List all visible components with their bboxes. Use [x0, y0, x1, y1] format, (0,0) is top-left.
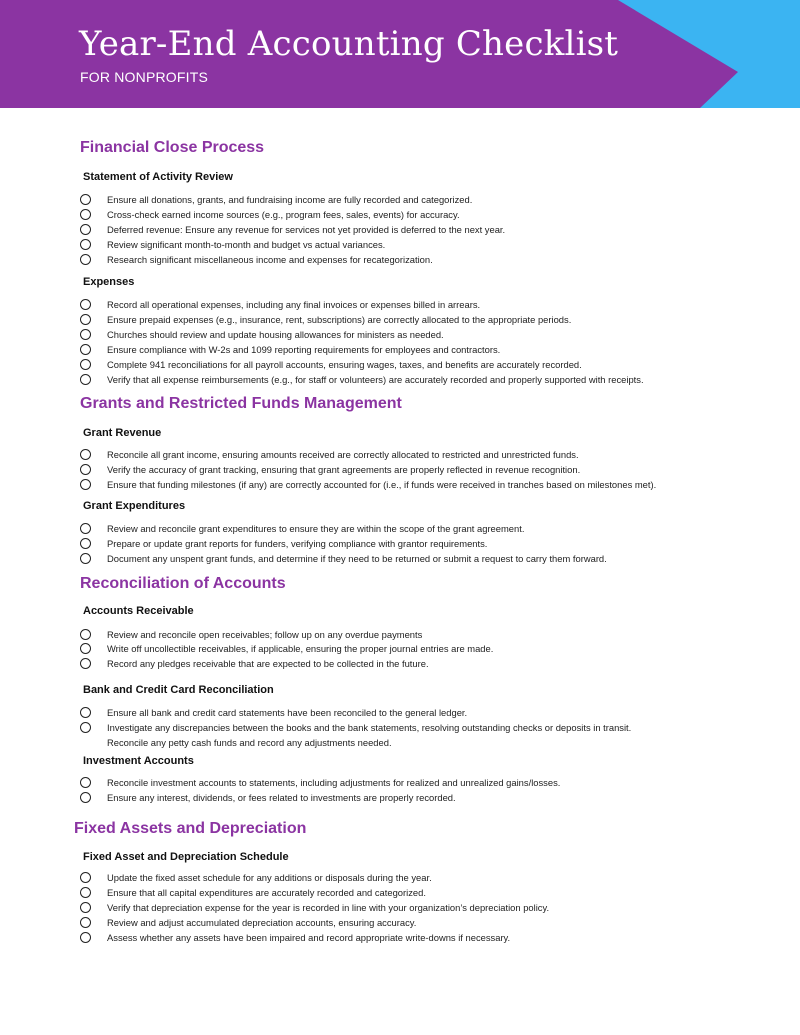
subsection-title-fixed-asset-schedule: Fixed Asset and Depreciation Schedule	[83, 851, 289, 863]
checklist-item	[80, 536, 780, 551]
subsection-title-expenses: Expenses	[83, 276, 135, 288]
page-title: Year-End Accounting Checklist	[79, 24, 619, 64]
checklist-item-text: Ensure all bank and credit card statements have been reconciled to the general ledger.	[107, 707, 468, 718]
checklist-item-text: Verify that all expense reimbursements (e.g., for staff or volunteers) are accurately recorded and properly supported with receipts.	[107, 374, 644, 385]
checkbox[interactable]	[80, 658, 91, 669]
checklist-item-text: Cross-check earned income sources (e.g., program fees, sales, events) for accuracy.	[107, 209, 460, 220]
checkbox[interactable]	[80, 224, 91, 235]
checkbox[interactable]	[80, 707, 91, 718]
section-title-grants: Grants and Restricted Funds Management	[80, 395, 402, 412]
checklist-item-text: Churches should review and update housing allowances for ministers as needed.	[107, 329, 444, 340]
checklist-item-text: Ensure any interest, dividends, or fees related to investments are properly recorded.	[107, 792, 456, 803]
subsection-title-grant-expenditures: Grant Expenditures	[83, 500, 186, 512]
checkbox[interactable]	[80, 299, 91, 310]
subsection-title-grant-revenue: Grant Revenue	[83, 427, 162, 439]
checklist-item	[80, 900, 780, 915]
header-banner	[0, 0, 800, 108]
checklist-item	[80, 790, 780, 805]
checklist-item	[80, 521, 780, 536]
checklist-item	[80, 312, 780, 327]
checklist-item-text: Research significant miscellaneous income and expenses for recategorization.	[107, 254, 433, 265]
checklist-item	[80, 237, 780, 252]
checklist-item	[80, 656, 780, 671]
checkbox[interactable]	[80, 479, 91, 490]
section-title-fixed-assets: Fixed Assets and Depreciation	[74, 820, 307, 837]
checklist-item-text: Prepare or update grant reports for funders, verifying compliance with grantor requirements.	[107, 538, 488, 549]
checklist-item	[80, 870, 780, 885]
checklist-item-text: Investigate any discrepancies between the books and the bank statements, resolving outstanding checks or deposits in transit.	[107, 722, 632, 733]
checklist-item-text: Review and adjust accumulated depreciation accounts, ensuring accuracy.	[107, 917, 417, 928]
checkbox[interactable]	[80, 254, 91, 265]
checkbox[interactable]	[80, 449, 91, 460]
checklist-item	[80, 297, 780, 312]
checklist-item-text: Review and reconcile open receivables; follow up on any overdue payments	[107, 629, 423, 640]
checklist-item-text: Reconcile any petty cash funds and record any adjustments needed.	[107, 737, 392, 748]
checkbox[interactable]	[80, 464, 91, 475]
checklist-item	[80, 775, 780, 790]
checklist-item	[80, 342, 780, 357]
checkbox[interactable]	[80, 887, 91, 898]
checklist-item-text: Review and reconcile grant expenditures to ensure they are within the scope of the grant agreement.	[107, 523, 525, 534]
checkbox[interactable]	[80, 359, 91, 370]
checkbox[interactable]	[80, 329, 91, 340]
page-subtitle: FOR NONPROFITS	[80, 69, 209, 85]
checkbox[interactable]	[80, 553, 91, 564]
subsection-title-statement-of-activity: Statement of Activity Review	[83, 171, 233, 183]
checklist-item	[80, 327, 780, 342]
checkbox[interactable]	[80, 643, 91, 654]
checkbox[interactable]	[80, 374, 91, 385]
checklist-item-text: Reconcile investment accounts to statements, including adjustments for realized and unrealized gains/losses.	[107, 777, 561, 788]
subsection-title-bank-reconciliation: Bank and Credit Card Reconciliation	[83, 684, 274, 696]
checklist-item-text: Ensure prepaid expenses (e.g., insurance, rent, subscriptions) are correctly allocated to the appropriate periods.	[107, 314, 572, 325]
checklist-item-note	[80, 735, 780, 750]
section-title-financial-close: Financial Close Process	[80, 139, 265, 156]
checklist-item	[80, 477, 780, 492]
checklist-item	[80, 551, 780, 566]
checkbox[interactable]	[80, 629, 91, 640]
checkbox[interactable]	[80, 872, 91, 883]
checklist-item-text: Update the fixed asset schedule for any additions or disposals during the year.	[107, 872, 432, 883]
checklist-item	[80, 462, 780, 477]
checklist-item	[80, 930, 780, 945]
checklist-item	[80, 447, 780, 462]
checklist-item-text: Reconcile all grant income, ensuring amounts received are correctly allocated to restricted and unrestricted funds.	[107, 449, 579, 460]
checkbox[interactable]	[80, 209, 91, 220]
checklist-item-text: Record any pledges receivable that are expected to be collected in the future.	[107, 658, 429, 669]
checklist-item	[80, 915, 780, 930]
checklist-item	[80, 720, 780, 735]
checkbox[interactable]	[80, 523, 91, 534]
checkbox[interactable]	[80, 344, 91, 355]
checkbox[interactable]	[80, 239, 91, 250]
checklist-item-text: Verify the accuracy of grant tracking, ensuring that grant agreements are properly reflected in revenue recognition.	[107, 464, 581, 475]
checklist-item-text: Write off uncollectible receivables, if applicable, ensuring the proper journal entries are made.	[107, 643, 494, 654]
checklist-item-text: Assess whether any assets have been impaired and record appropriate write-downs if necessary.	[107, 932, 511, 943]
checklist-item	[80, 885, 780, 900]
checkbox[interactable]	[80, 902, 91, 913]
checkbox[interactable]	[80, 917, 91, 928]
checkbox[interactable]	[80, 792, 91, 803]
checklist-item	[80, 192, 780, 207]
checklist-item-text: Ensure compliance with W-2s and 1099 reporting requirements for employees and contractors.	[107, 344, 501, 355]
checklist-item-text: Record all operational expenses, including any final invoices or expenses billed in arrears.	[107, 299, 481, 310]
checkbox[interactable]	[80, 314, 91, 325]
section-title-reconciliation: Reconciliation of Accounts	[80, 575, 286, 592]
checkbox[interactable]	[80, 722, 91, 733]
checklist-item-text: Ensure that funding milestones (if any) are correctly accounted for (i.e., if funds were received in tranches based on milestones met).	[107, 479, 657, 490]
checklist-item-text: Complete 941 reconciliations for all payroll accounts, ensuring wages, taxes, and benefits are accurately recorded.	[107, 359, 582, 370]
checklist-item-text: Deferred revenue: Ensure any revenue for services not yet provided is deferred to the next year.	[107, 224, 506, 235]
checklist-item	[80, 357, 780, 372]
checklist-item-text: Ensure that all capital expenditures are accurately recorded and categorized.	[107, 887, 426, 898]
checklist-item	[80, 641, 780, 656]
checklist-item-text: Verify that depreciation expense for the year is recorded in line with your organization’s depreciation policy.	[107, 902, 550, 913]
checklist-item-text: Review significant month-to-month and budget vs actual variances.	[107, 239, 386, 250]
subsection-title-accounts-receivable: Accounts Receivable	[83, 605, 194, 617]
checklist-item	[80, 627, 780, 642]
checklist-item	[80, 372, 780, 387]
checkbox[interactable]	[80, 777, 91, 788]
checklist-item-text: Document any unspent grant funds, and determine if they need to be returned or submit a request to carry them forward.	[107, 553, 607, 564]
checklist-item	[80, 252, 780, 267]
checklist-item	[80, 705, 780, 720]
checkbox[interactable]	[80, 538, 91, 549]
checkbox[interactable]	[80, 932, 91, 943]
checklist-item	[80, 207, 780, 222]
checkbox[interactable]	[80, 194, 91, 205]
subsection-title-investment-accounts: Investment Accounts	[83, 755, 194, 767]
checklist-item-text: Ensure all donations, grants, and fundraising income are fully recorded and categorized.	[107, 194, 473, 205]
checklist-item	[80, 222, 780, 237]
